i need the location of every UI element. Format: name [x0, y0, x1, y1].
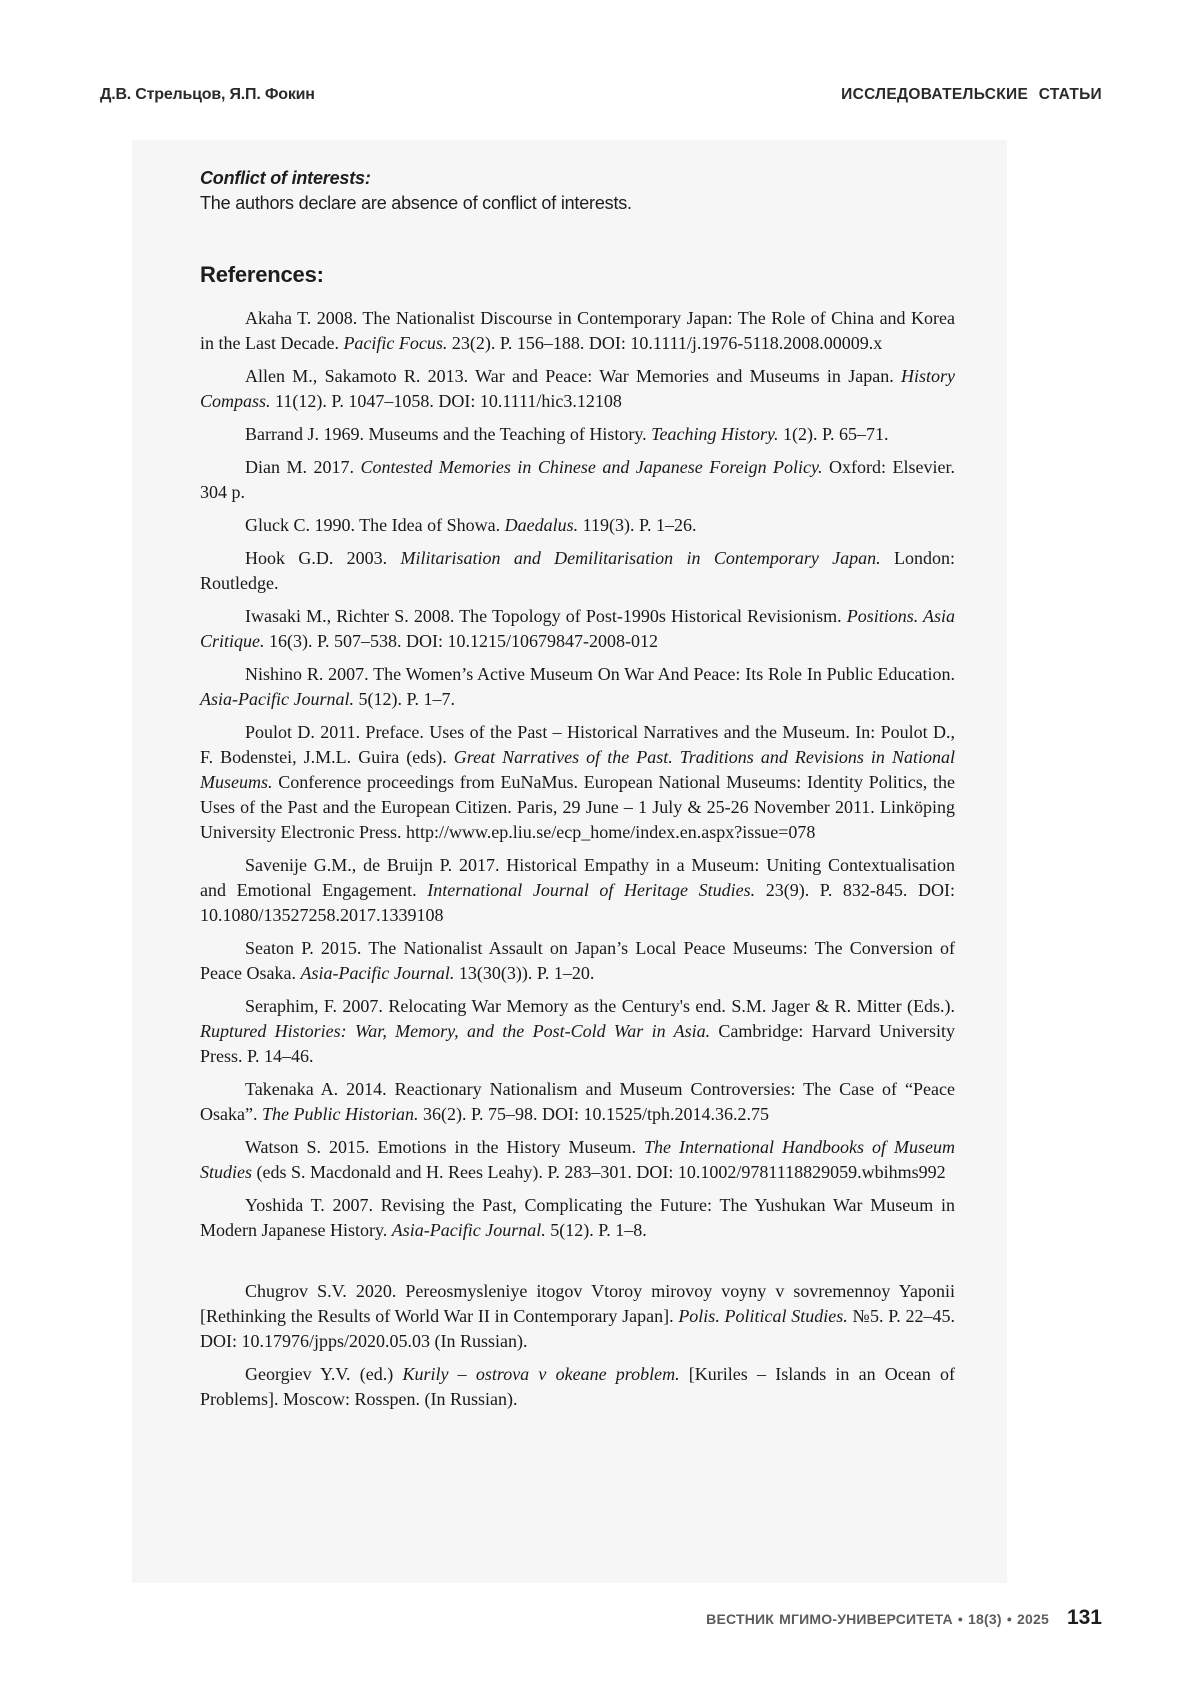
reference-item	[200, 513, 955, 538]
reference-text: Gluck C. 1990. The Idea of Showa.	[245, 515, 505, 535]
page-footer	[100, 1606, 1102, 1630]
reference-title-italic: Asia-Pacific Journal.	[300, 963, 455, 983]
reference-text: Takenaka A. 2014. Reactionary Nationalism and Museum Controversies: The Case of “Peace Osaka”.	[200, 1079, 955, 1124]
reference-text: London: Routledge.	[200, 548, 956, 593]
reference-title-italic: Positions. Asia Critique.	[200, 606, 956, 651]
header-section-title: ИССЛЕДОВАТЕЛЬСКИЕ СТАТЬИ	[841, 86, 1102, 103]
reference-title-italic: Asia-Pacific Journal.	[200, 689, 354, 709]
reference-text: Seraphim, F. 2007. Relocating War Memory as the Century's end. S.M. Jager & R. Mitter (Eds.).	[245, 996, 955, 1016]
conflict-of-interests-title: Conflict of interests:	[200, 168, 371, 188]
reference-text: Watson S. 2015. Emotions in the History Museum.	[245, 1137, 645, 1157]
reference-text: 1(2). P. 65–71.	[778, 424, 889, 444]
references-heading: References:	[200, 262, 324, 287]
reference-text: Savenije G.M., de Bruijn P. 2017. Historical Empathy in a Museum: Uniting Contextualisation and Emotional Engagement.	[200, 855, 955, 900]
reference-title-italic: Ruptured Histories: War, Memory, and the Post-Cold War in Asia.	[200, 1021, 711, 1041]
reference-text: 23(2). P. 156–188. DOI: 10.1111/j.1976-5118.2008.00009.x	[447, 333, 883, 353]
reference-text: №5. P. 22–45. DOI: 10.17976/jpps/2020.05.03 (In Russian).	[200, 1306, 955, 1351]
reference-text: 16(3). P. 507–538. DOI: 10.1215/10679847-2008-012	[264, 631, 659, 651]
reference-text: Hook G.D. 2003.	[245, 548, 401, 568]
reference-item	[200, 422, 955, 447]
reference-text: 23(9). P. 832-845. DOI: 10.1080/13527258.2017.1339108	[200, 880, 956, 925]
reference-text: 5(12). P. 1–8.	[545, 1220, 647, 1240]
reference-item	[200, 1135, 955, 1185]
reference-item	[200, 1362, 955, 1412]
reference-text: (eds S. Macdonald and H. Rees Leahy). P. 283–301. DOI: 10.1002/9781118829059.wbihms992	[252, 1162, 946, 1182]
reference-text: Allen M., Sakamoto R. 2013. War and Peace: War Memories and Museums in Japan.	[245, 366, 901, 386]
reference-title-italic: The International Handbooks of Museum Studies	[200, 1137, 955, 1182]
reference-item	[200, 1279, 955, 1354]
references-list	[200, 306, 955, 1412]
running-header	[100, 86, 1102, 104]
content-panel	[132, 140, 1007, 1583]
reference-text: Conference proceedings from EuNaMus. European National Museums: Identity Politics, the Uses of the Past and the European Citizen. Paris, 29 June – 1 July & 25-26 November 2011. Linköping University Electronic Press. http://www.ep.liu.se/ecp_home/index.en.aspx?issue=078	[200, 772, 955, 842]
reference-title-italic: Teaching History.	[651, 424, 779, 444]
footer-page-number: 131	[1066, 1606, 1102, 1629]
reference-group-english	[200, 306, 955, 1243]
reference-text: Oxford: Elsevier. 304 p.	[200, 457, 955, 502]
reference-text: Seaton P. 2015. The Nationalist Assault on Japan’s Local Peace Museums: The Conversion of Peace Osaka.	[200, 938, 955, 983]
reference-item	[200, 1193, 955, 1243]
reference-item	[200, 853, 955, 928]
reference-text: Cambridge: Harvard University Press. P. 14–46.	[200, 1021, 956, 1066]
reference-text: Akaha T. 2008. The Nationalist Discourse in Contemporary Japan: The Role of China and Korea in the Last Decade.	[200, 308, 955, 353]
reference-title-italic: International Journal of Heritage Studies.	[427, 880, 756, 900]
reference-text: Yoshida T. 2007. Revising the Past, Complicating the Future: The Yushukan War Museum in Modern Japanese History.	[200, 1195, 955, 1240]
reference-text: Barrand J. 1969. Museums and the Teaching of History.	[245, 424, 652, 444]
reference-item	[200, 994, 955, 1069]
reference-text: Georgiev Y.V. (ed.)	[245, 1364, 403, 1384]
reference-item	[200, 546, 955, 596]
reference-group-russian-transliterated	[200, 1279, 955, 1412]
reference-text: Chugrov S.V. 2020. Pereosmysleniye itogov Vtoroy mirovoy voyny v sovremennoy Yaponii [Rethinking the Results of World War II in Contemporary Japan].	[200, 1281, 955, 1326]
reference-text: Dian M. 2017.	[245, 457, 361, 477]
reference-item	[200, 306, 955, 356]
header-authors: Д.В. Стрельцов, Я.П. Фокин	[100, 86, 315, 103]
content-body	[200, 168, 955, 1420]
reference-text: Nishino R. 2007. The Women’s Active Museum On War And Peace: Its Role In Public Education.	[245, 664, 955, 684]
conflict-of-interests-statement: The authors declare are absence of conflict of interests.	[200, 193, 632, 213]
reference-text: Iwasaki M., Richter S. 2008. The Topology of Post-1990s Historical Revisionism.	[245, 606, 847, 626]
reference-item	[200, 720, 955, 845]
reference-title-italic: Pacific Focus.	[343, 333, 448, 353]
reference-text: 11(12). P. 1047–1058. DOI: 10.1111/hic3.12108	[270, 391, 622, 411]
reference-text: 5(12). P. 1–7.	[353, 689, 455, 709]
reference-title-italic: Kurily – ostrova v okeane problem.	[402, 1364, 680, 1384]
reference-text: 13(30(3)). P. 1–20.	[454, 963, 595, 983]
reference-title-italic: The Public Historian.	[261, 1104, 419, 1124]
reference-item	[200, 936, 955, 986]
reference-title-italic: Polis. Political Studies.	[678, 1306, 848, 1326]
reference-item	[200, 604, 955, 654]
reference-text: Poulot D. 2011. Preface. Uses of the Past – Historical Narratives and the Museum. In: Poulot D., F. Bodenstei, J.M.L. Guira (eds).	[200, 722, 955, 767]
reference-title-italic: Contested Memories in Chinese and Japanese Foreign Policy.	[360, 457, 823, 477]
reference-item	[200, 1077, 955, 1127]
reference-item	[200, 662, 955, 712]
reference-title-italic: Great Narratives of the Past. Traditions and Revisions in National Museums.	[200, 747, 955, 792]
reference-item	[200, 364, 955, 414]
reference-text: 119(3). P. 1–26.	[578, 515, 697, 535]
reference-item	[200, 455, 955, 505]
reference-title-italic: Militarisation and Demilitarisation in Contemporary Japan.	[400, 548, 881, 568]
reference-title-italic: Daedalus.	[504, 515, 579, 535]
reference-title-italic: History Compass.	[200, 366, 955, 411]
reference-text: [Kuriles – Islands in an Ocean of Problems]. Moscow: Rosspen. (In Russian).	[200, 1364, 955, 1409]
footer-journal-title: ВЕСТНИК МГИМО-УНИВЕРСИТЕТА • 18(3) • 2025	[706, 1611, 1049, 1627]
reference-title-italic: Asia-Pacific Journal.	[391, 1220, 546, 1240]
reference-text: 36(2). P. 75–98. DOI: 10.1525/tph.2014.36.2.75	[418, 1104, 769, 1124]
